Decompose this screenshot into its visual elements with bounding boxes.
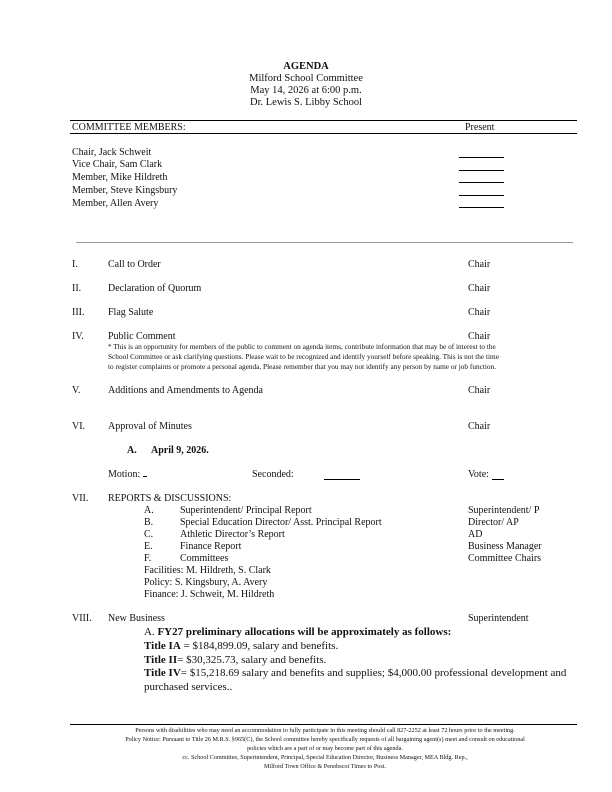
report-title: Special Education Director/ Asst. Principal Report bbox=[180, 517, 382, 528]
item-responsible: Chair bbox=[468, 283, 491, 294]
committee-assignment: Finance: J. Schweit, M. Hildreth bbox=[144, 589, 275, 600]
report-responsible: AD bbox=[468, 529, 483, 540]
item-number: V. bbox=[72, 385, 81, 396]
meeting-location: Dr. Lewis S. Libby School bbox=[250, 97, 362, 108]
item-responsible: Superintendent bbox=[468, 613, 529, 624]
item-responsible: Chair bbox=[468, 421, 491, 432]
meeting-datetime: May 14, 2026 at 6:00 p.m. bbox=[250, 85, 362, 96]
member-name: Member, Allen Avery bbox=[72, 198, 159, 209]
report-letter: A. bbox=[144, 505, 154, 516]
report-letter: C. bbox=[144, 529, 154, 540]
members-heading: COMMITTEE MEMBERS: bbox=[72, 122, 186, 133]
item-responsible: Chair bbox=[468, 331, 491, 342]
item-title: Public Comment bbox=[108, 331, 176, 342]
report-letter: B. bbox=[144, 517, 154, 528]
member-name: Member, Mike Hildreth bbox=[72, 172, 168, 183]
agenda-title: AGENDA bbox=[283, 61, 329, 72]
item-responsible: Chair bbox=[468, 307, 491, 318]
section-divider bbox=[76, 242, 573, 243]
report-responsible: Director/ AP bbox=[468, 517, 519, 528]
member-name: Vice Chair, Sam Clark bbox=[72, 159, 163, 170]
policy-notice: Policy Notice: Pursuant to Title 26 M.R.S. §965(C), the School committee hereby specifically requests of all bargaining agent(s) meet and consult on educational bbox=[125, 736, 525, 743]
present-line bbox=[459, 157, 504, 158]
title-ii-line: Title II= $30,325.73, salary and benefits. bbox=[144, 654, 327, 666]
cc-list: cc. School Committee, Superintendent, Principal, Special Education Director, Business Manager, MEA Bldg. Rep., bbox=[182, 754, 468, 761]
item-responsible: Chair bbox=[468, 259, 491, 270]
item-title: Flag Salute bbox=[108, 307, 154, 318]
report-title: Finance Report bbox=[180, 541, 242, 552]
motion-blank[interactable] bbox=[143, 476, 147, 477]
motion-label: Motion: bbox=[108, 469, 147, 480]
committee-assignment: Policy: S. Kingsbury, A. Avery bbox=[144, 577, 268, 588]
present-label: Present bbox=[465, 122, 495, 133]
cc-list-cont: Milford Town Office & Penobscot Times to Post. bbox=[263, 763, 387, 770]
committee-assignment: Facilities: M. Hildreth, S. Clark bbox=[144, 565, 271, 576]
present-line bbox=[459, 182, 504, 183]
item-title: Approval of Minutes bbox=[108, 421, 192, 432]
item-number: VI. bbox=[72, 421, 86, 432]
report-letter: F. bbox=[144, 553, 152, 564]
seconded-label: Seconded: bbox=[252, 469, 294, 480]
members-bottom-rule bbox=[70, 133, 577, 134]
footer-rule bbox=[70, 724, 577, 725]
member-name: Chair, Jack Schweit bbox=[72, 147, 152, 158]
item-number: VII. bbox=[72, 493, 89, 504]
item-number: II. bbox=[72, 283, 82, 294]
report-responsible: Committee Chairs bbox=[468, 553, 542, 564]
item-title: New Business bbox=[108, 613, 165, 624]
item-number: I. bbox=[72, 259, 78, 270]
vote-blank[interactable] bbox=[492, 479, 504, 480]
accessibility-notice: Persons with disabilities who may need an accommodation to fully participate in this meeting should call 827-2252 at least 72 hours prior to the meeting. bbox=[135, 727, 515, 734]
item-title: REPORTS & DISCUSSIONS: bbox=[108, 493, 232, 504]
item-number: VIII. bbox=[72, 613, 92, 624]
vote-label: Vote: bbox=[468, 469, 489, 480]
policy-notice-cont: policies which are a part of or may become part of this agenda. bbox=[247, 745, 403, 752]
allocation-heading: A. FY27 preliminary allocations will be approximately as follows: bbox=[144, 626, 452, 638]
report-title: Athletic Director’s Report bbox=[180, 529, 285, 540]
report-title: Committees bbox=[180, 553, 229, 564]
org-name: Milford School Committee bbox=[249, 73, 363, 84]
present-line bbox=[459, 170, 504, 171]
minutes-date: April 9, 2026. bbox=[151, 445, 209, 456]
report-responsible: Superintendent/ P bbox=[468, 505, 540, 516]
item-title: Additions and Amendments to Agenda bbox=[108, 385, 263, 396]
report-letter: E. bbox=[144, 541, 153, 552]
title-iv-continued: purchased services.. bbox=[144, 681, 233, 693]
item-title: Call to Order bbox=[108, 259, 161, 270]
minutes-sub-letter: A. bbox=[127, 445, 137, 456]
title-ia-line: Title IA = $184,899.09, salary and benefits. bbox=[144, 640, 339, 652]
seconded-blank[interactable] bbox=[324, 479, 360, 480]
item-title: Declaration of Quorum bbox=[108, 283, 202, 294]
public-comment-note: to register complaints or promote a personal agenda. Please remember that you may not identify any person by name or job function. bbox=[108, 362, 497, 371]
item-responsible: Chair bbox=[468, 385, 491, 396]
present-line bbox=[459, 195, 504, 196]
report-responsible: Business Manager bbox=[468, 541, 542, 552]
public-comment-note: School Committee or ask clarifying questions. Please wait to be recognized and identify yourself before speaking. This is not the time bbox=[108, 352, 499, 361]
present-line bbox=[459, 207, 504, 208]
members-top-rule bbox=[70, 120, 577, 121]
public-comment-note: * This is an opportunity for members of the public to comment on agenda items, contribute information that may be of interest to the bbox=[108, 342, 496, 351]
member-name: Member, Steve Kingsbury bbox=[72, 185, 178, 196]
title-iv-line: Title IV= $15,218.69 salary and benefits and supplies; $4,000.00 professional development and bbox=[144, 667, 567, 679]
report-title: Superintendent/ Principal Report bbox=[180, 505, 312, 516]
item-number: III. bbox=[72, 307, 85, 318]
item-number: IV. bbox=[72, 331, 84, 342]
